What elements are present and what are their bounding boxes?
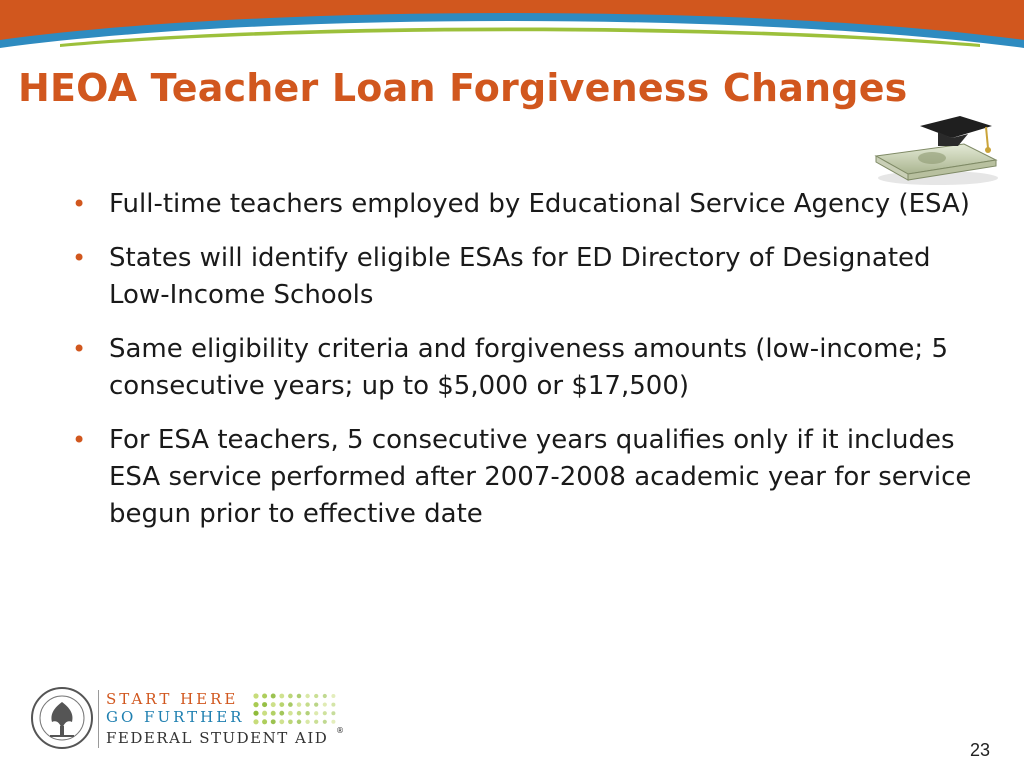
bullet-text: Same eligibility criteria and forgiveness amounts (low-income; 5 consecutive years; up to $5,000 or $17,500) xyxy=(109,334,948,401)
department-of-education-seal-icon xyxy=(30,686,94,750)
bullet-item xyxy=(72,186,972,223)
slide-title: HEOA Teacher Loan Forgiveness Changes xyxy=(18,66,908,110)
bullet-dot: • xyxy=(72,244,87,272)
federal-student-aid-logo xyxy=(30,686,350,752)
page-number: 23 xyxy=(970,740,991,760)
bullet-dot: • xyxy=(72,335,87,363)
money-graduation-cap-icon xyxy=(868,112,1000,188)
logo-start-here: START HERE xyxy=(106,690,239,708)
bullet-item xyxy=(72,331,972,405)
logo-go-further: GO FURTHER xyxy=(106,708,245,726)
logo-dots-icon xyxy=(252,692,340,726)
top-banner xyxy=(0,0,1024,60)
logo-divider xyxy=(98,690,99,748)
bullet-text: States will identify eligible ESAs for ED Directory of Designated Low-Income Schools xyxy=(109,243,931,310)
bullet-text: For ESA teachers, 5 consecutive years qualifies only if it includes ESA service performed after 2007-2008 academic year for service begun prior to effective date xyxy=(109,425,972,529)
bullet-list xyxy=(72,186,972,550)
bullet-dot: • xyxy=(72,426,87,454)
bullet-text: Full-time teachers employed by Educational Service Agency (ESA) xyxy=(109,189,970,219)
registered-mark: ® xyxy=(336,726,344,735)
bullet-item xyxy=(72,240,972,314)
bullet-dot: • xyxy=(72,190,87,218)
logo-federal-student-aid: FEDERAL STUDENT AID xyxy=(106,729,329,747)
bullet-item xyxy=(72,422,972,533)
